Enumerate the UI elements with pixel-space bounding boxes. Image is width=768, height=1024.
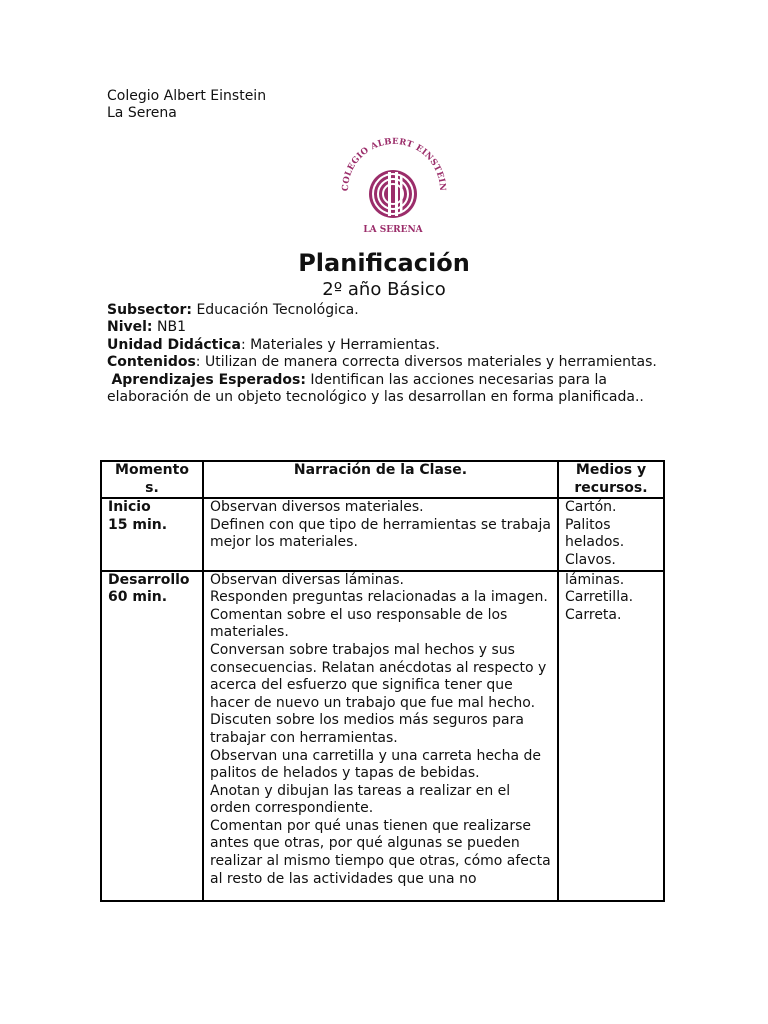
table-header-row (101, 461, 664, 498)
logo-bottom-text: LA SERENA (363, 225, 423, 235)
school-name: Colegio Albert Einstein (107, 88, 267, 104)
resource-item: Carreta. (565, 606, 622, 623)
contenidos-value: : Utilizan de manera correcta diversos materiales y herramientas. (195, 354, 657, 371)
unidad-line (107, 337, 667, 354)
aprendizajes-label: Aprendizajes Esperados: (111, 371, 306, 388)
nivel-value: NB1 (152, 319, 186, 336)
narration-line: Comentan por qué unas tienen que realizarse antes que otras, por qué algunas se pueden realizar al mismo tiempo que otras, cómo afecta al resto de las actividades que una no (210, 817, 551, 887)
aprendizajes-value: Identifican las acciones necesarias para la elaboración de un objeto tecnológico y las desarrollan en forma planificada.. (107, 371, 644, 406)
school-logo (330, 132, 456, 240)
unidad-value: : Materiales y Herramientas. (240, 336, 440, 353)
narration-line: Comentan sobre el uso responsable de los materiales. (210, 606, 508, 641)
narration-line: Conversan sobre trabajos mal hechos y sus consecuencias. Relatan anécdotas al respecto y acerca del esfuerzo que significa tener que hacer de nuevo un trabajo que fue mal hecho. (210, 641, 547, 711)
aprendizajes-line (107, 372, 667, 407)
narration-line: Anotan y dibujan las tareas a realizar en el orden correspondiente. (210, 782, 511, 817)
resource-item: láminas. (565, 571, 625, 588)
moment-duration: 60 min. (108, 589, 168, 606)
narration-line: Discuten sobre los medios más seguros para trabajar con herramientas. (210, 712, 524, 746)
subsector-value: Educación Tecnológica. (192, 302, 359, 318)
header-narracion: Narración de la Clase. (203, 461, 558, 498)
logo-emblem-icon (369, 170, 417, 218)
nivel-line (107, 319, 667, 336)
contenidos-line (107, 354, 667, 371)
contenidos-label: Contenidos (107, 354, 196, 371)
logo-arc-text: COLEGIO ALBERT EINSTEIN (340, 136, 448, 192)
nivel-label: Nivel: (107, 319, 153, 336)
document-subtitle: 2º año Básico (322, 279, 446, 300)
resources-cell (558, 571, 664, 901)
narration-line: Observan diversas láminas. (210, 571, 404, 588)
subsector-line (107, 302, 667, 319)
resource-item: Carretilla. (565, 589, 634, 606)
document-title: Planificación (298, 249, 470, 277)
header-momentos: Momento s. (101, 461, 203, 498)
resource-item: Cartón. (565, 499, 617, 516)
unidad-label: Unidad Didáctica (107, 336, 241, 353)
narration-cell (203, 498, 558, 570)
school-city: La Serena (107, 105, 177, 121)
table-row (101, 498, 664, 570)
narration-line: Responden preguntas relacionadas a la imagen. (210, 589, 548, 606)
school-header (107, 88, 266, 122)
moment-cell (101, 498, 203, 570)
narration-line: Observan una carretilla y una carreta hecha de palitos de helados y tapas de bebidas. (210, 747, 542, 782)
resource-item: Clavos. (565, 551, 616, 568)
moment-duration: 15 min. (108, 516, 168, 533)
narration-line: Definen con que tipo de herramientas se trabaja mejor los materiales. (210, 516, 551, 551)
moment-cell (101, 571, 203, 901)
table-row (101, 571, 664, 901)
narration-cell (203, 571, 558, 901)
resource-item: Palitos helados. (565, 516, 625, 551)
header-medios: Medios y recursos. (558, 461, 664, 498)
resources-cell (558, 498, 664, 570)
subsector-label: Subsector: (107, 302, 193, 318)
narration-line: Observan diversos materiales. (210, 499, 424, 516)
moment-name: Desarrollo (108, 571, 190, 588)
planning-info (107, 302, 667, 406)
planning-table (100, 460, 665, 902)
moment-name: Inicio (108, 499, 151, 516)
